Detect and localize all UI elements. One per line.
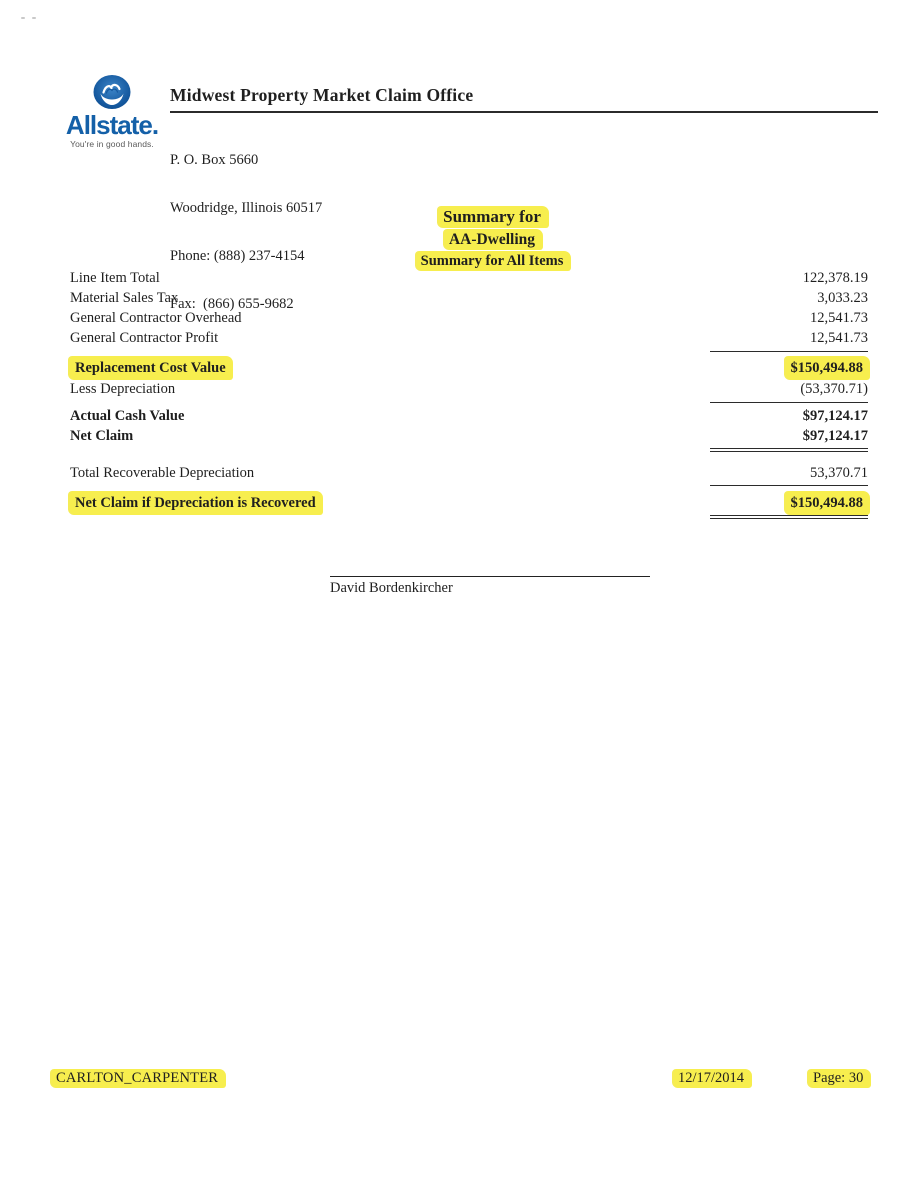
table-row	[70, 378, 868, 400]
address-phone: Phone: (888) 237-4154	[170, 248, 305, 264]
address-city: Woodridge, Illinois 60517	[170, 200, 323, 216]
row-label: Actual Cash Value	[70, 408, 185, 424]
row-label: Material Sales Tax	[70, 290, 179, 306]
allstate-hands-icon	[92, 74, 132, 110]
signature-name: David Bordenkircher	[330, 580, 453, 596]
row-label: Line Item Total	[70, 270, 160, 286]
table-row	[70, 328, 868, 348]
row-value: 12,541.73	[810, 310, 868, 326]
table-row	[70, 406, 868, 426]
row-value: (53,370.71)	[800, 381, 868, 397]
row-value: $150,494.88	[786, 491, 869, 515]
row-value: 3,033.23	[817, 290, 868, 306]
table-row	[70, 426, 868, 446]
row-label: General Contractor Overhead	[70, 310, 242, 326]
scan-speck	[21, 17, 25, 19]
footer-claim-name: CARLTON_CARPENTER	[52, 1069, 224, 1088]
row-value: 122,378.19	[802, 270, 868, 286]
total-double-rule	[710, 515, 868, 519]
row-value: $97,124.17	[802, 428, 868, 444]
total-double-rule	[710, 448, 868, 452]
signature-line	[330, 576, 650, 577]
table-row	[70, 268, 868, 288]
table-row	[70, 356, 868, 378]
row-label: General Contractor Profit	[70, 330, 219, 346]
footer-page-number: Page: 30	[809, 1069, 869, 1088]
table-row	[70, 288, 868, 308]
row-value: $150,494.88	[786, 356, 869, 380]
signature-block	[330, 576, 650, 597]
summary-title-line2: AA-Dwelling	[445, 229, 541, 250]
table-row	[70, 308, 868, 328]
table-row	[70, 491, 868, 513]
footer-date: 12/17/2014	[674, 1069, 750, 1088]
subtotal-rule	[710, 485, 868, 486]
subtotal-rule	[710, 351, 868, 352]
address-po-box: P. O. Box 5660	[170, 152, 259, 168]
row-label: Replacement Cost Value	[70, 356, 231, 380]
claim-summary-table	[70, 268, 868, 519]
row-value: 12,541.73	[810, 330, 868, 346]
header-rule	[170, 111, 878, 113]
row-value: 53,370.71	[810, 465, 868, 481]
subtotal-rule	[710, 402, 868, 403]
scan-speck	[32, 17, 36, 19]
allstate-tagline: You're in good hands.	[70, 139, 154, 149]
row-label: Net Claim if Depreciation is Recovered	[70, 491, 321, 515]
address-fax: Fax: (866) 655-9682	[170, 296, 294, 312]
summary-title-line1: Summary for	[439, 206, 547, 228]
summary-title-line3: Summary for All Items	[417, 251, 570, 271]
allstate-wordmark: Allstate.	[65, 110, 159, 140]
office-title: Midwest Property Market Claim Office	[170, 85, 474, 105]
row-value: $97,124.17	[802, 408, 868, 424]
row-label: Net Claim	[70, 428, 134, 444]
row-label: Less Depreciation	[70, 381, 176, 397]
allstate-logo	[56, 74, 168, 149]
row-label: Total Recoverable Depreciation	[70, 465, 255, 481]
table-row	[70, 463, 868, 483]
summary-title-block	[343, 206, 643, 271]
